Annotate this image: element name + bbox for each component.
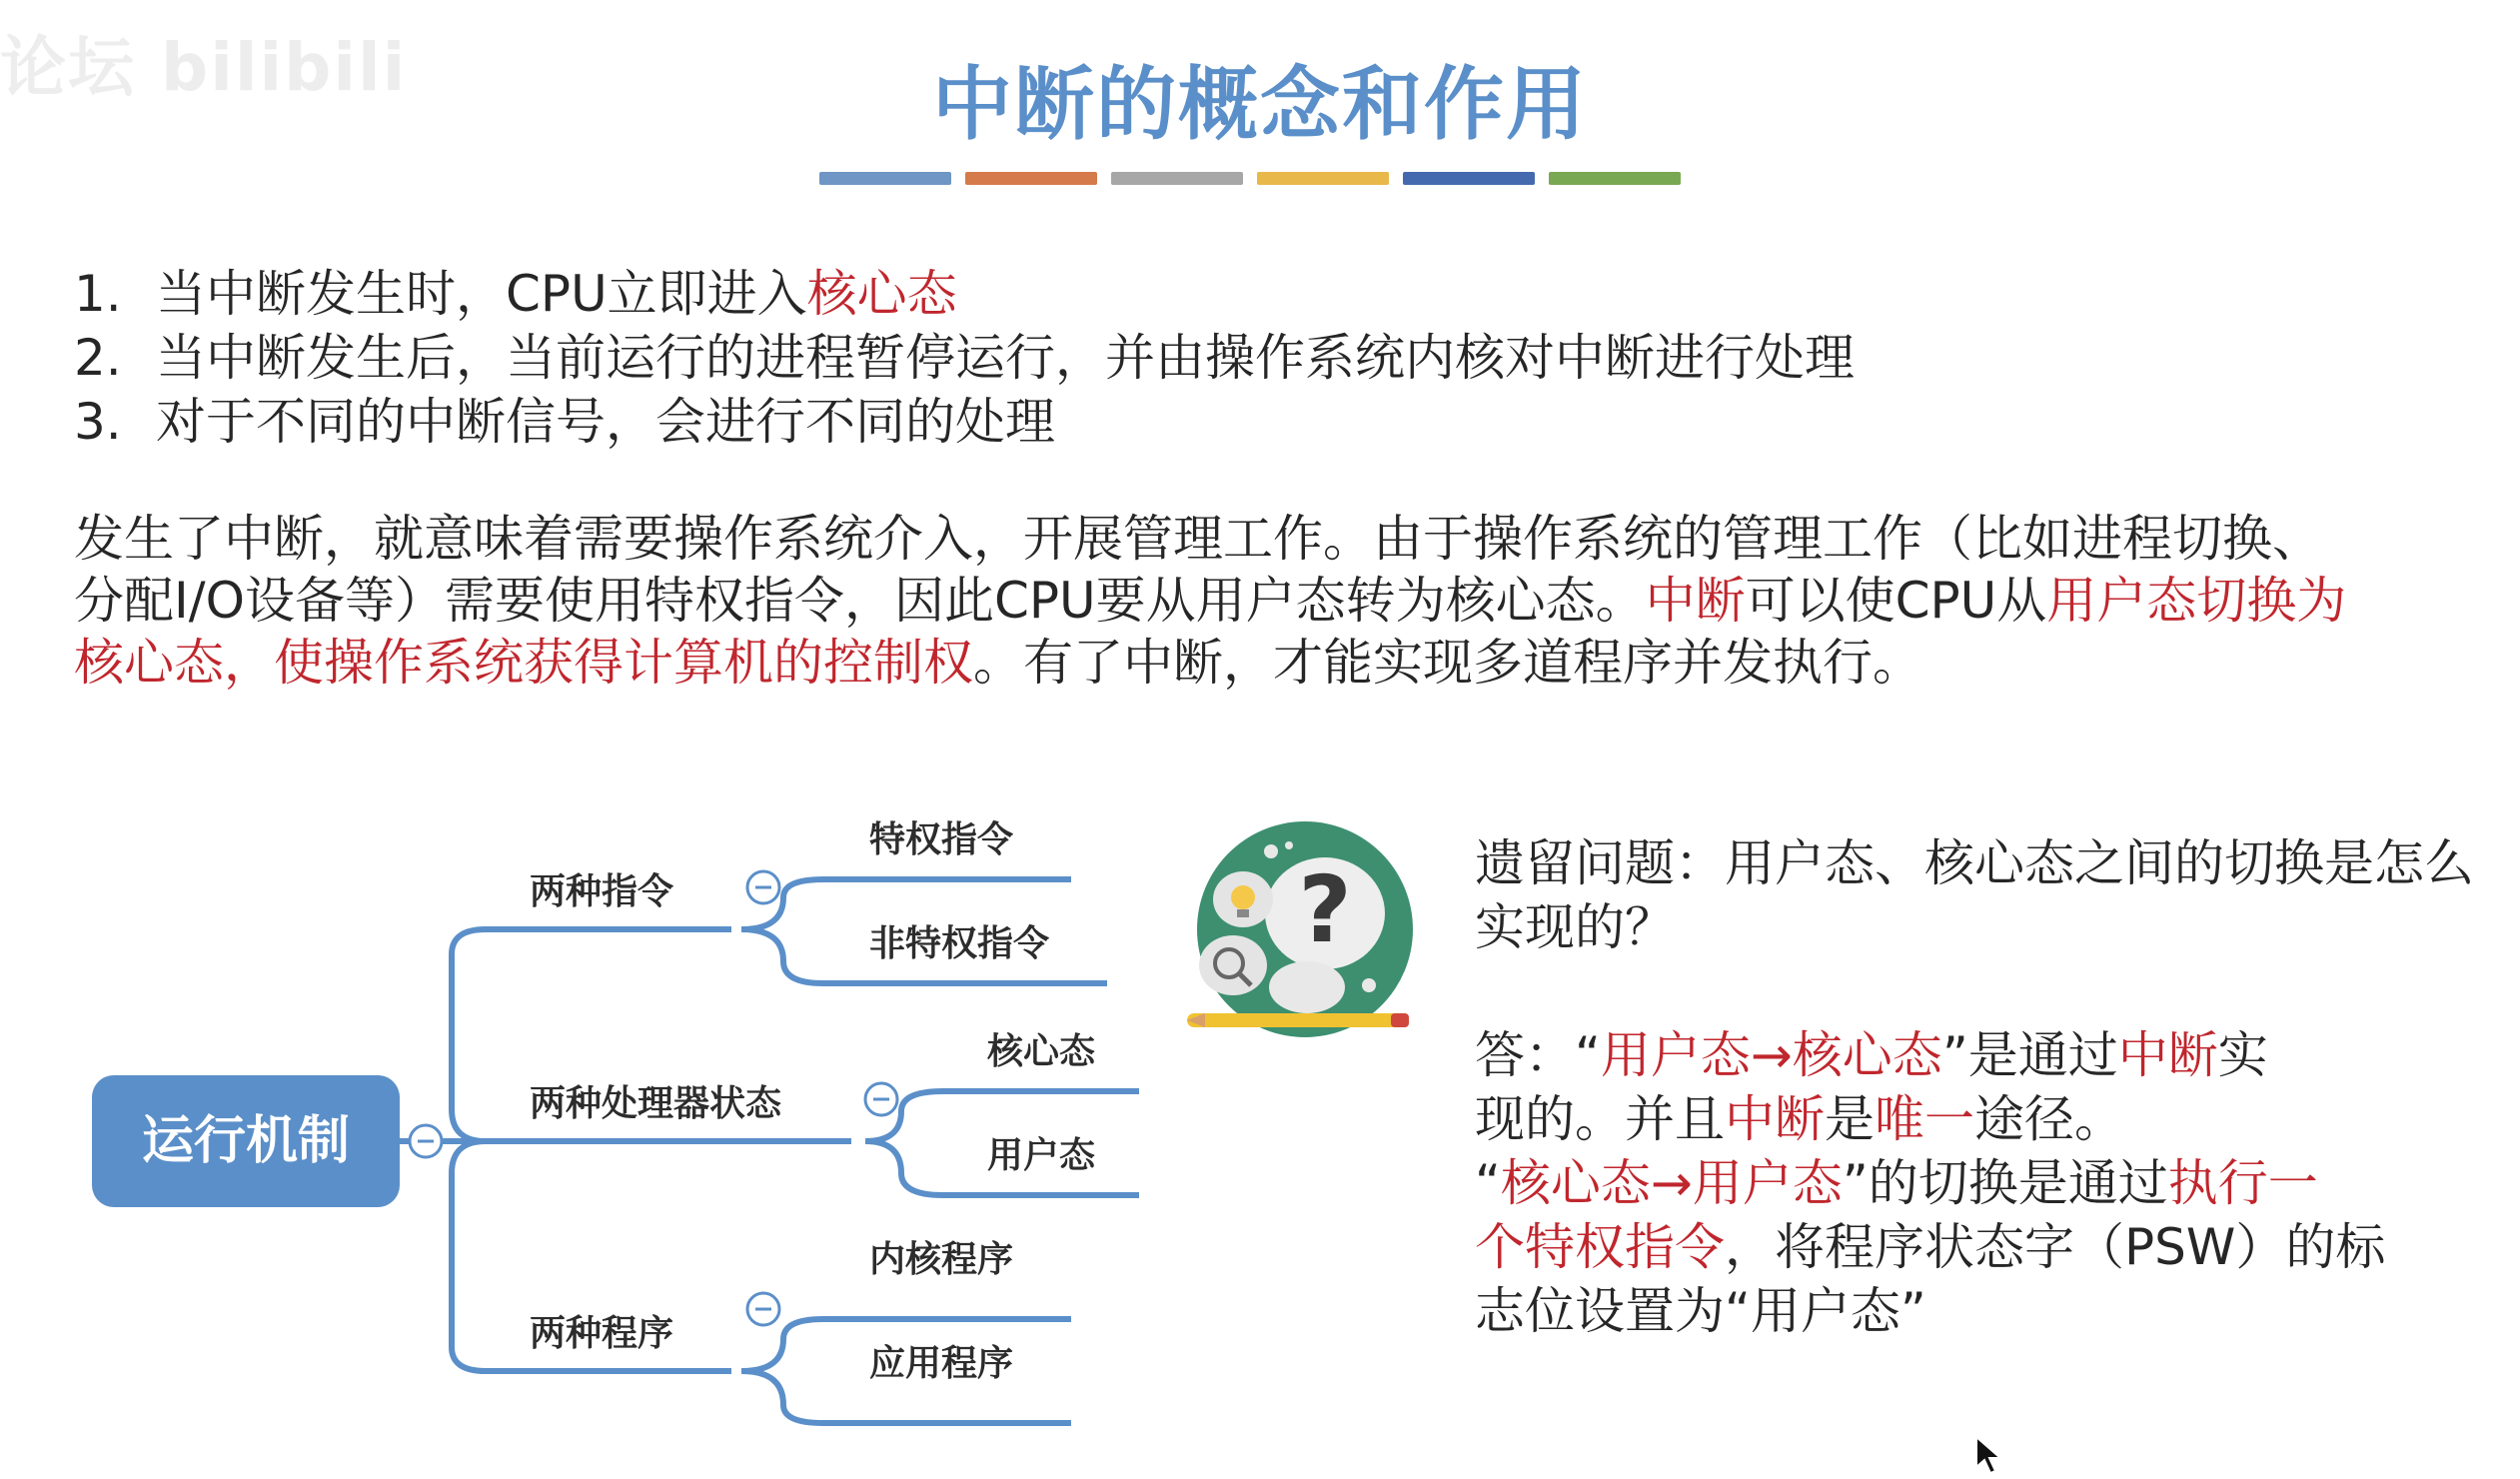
answer-text: 是 [1825,1090,1875,1148]
answer-highlight: 个特权指令 [1475,1218,1725,1276]
leaf-privileged-instruction[interactable]: 特权指令 [869,819,1014,860]
title-bar-5 [1403,172,1535,185]
mouse-cursor-icon [1974,1435,2004,1479]
leaf-kernel-mode[interactable]: 核心态 [987,1031,1096,1072]
point-text: 对于不同的中断信号，会进行不同的处理 [156,393,1055,451]
paragraph-line [74,508,2512,570]
paragraph-text: 可以使CPU从 [1745,572,2047,630]
mind-map [0,779,1179,1439]
point-number: 3. [74,393,122,451]
paragraph-text: 分配I/O设备等）需要使用特权指令，因此CPU要从用户态转为核心态。 [74,572,1646,630]
point-highlight: 核心态 [806,265,957,323]
title-bar-6 [1549,172,1681,185]
paragraph-highlight: 用户态切换为 [2046,572,2347,630]
branch-programs[interactable]: 两种程序 [530,1313,674,1354]
answer-text: 途径。 [1974,1090,2124,1148]
branch-processor-states[interactable]: 两种处理器状态 [530,1083,782,1124]
paragraph-line [74,632,2512,694]
answer-highlight: 中断 [1725,1090,1825,1148]
point-number: 1. [74,265,122,323]
point-number: 2. [74,329,122,387]
paragraph-text: 。有了中断，才能实现多道程序并发执行。 [973,634,1922,692]
mind-map-root[interactable]: 运行机制 [92,1075,400,1207]
answer-text: 答： [1475,1026,1575,1084]
answer-highlight: 中断 [2117,1026,2218,1084]
answer-line [1475,1087,2514,1151]
answer-text: “ [1475,1154,1501,1212]
point-1 [74,262,1855,326]
answer-line [1475,1023,2514,1087]
question-thinking-icon [1185,817,1425,1061]
answer-highlight: 执行一 [2167,1154,2318,1212]
paragraph-line [74,570,2512,632]
leaf-application-program[interactable]: 应用程序 [869,1343,1014,1384]
watermark: 论坛 bilibili [0,29,408,106]
answer-line [1475,1215,2514,1279]
answer-highlight: 用户态→核心态 [1600,1026,1942,1084]
leaf-non-privileged-instruction[interactable]: 非特权指令 [869,923,1050,964]
point-3 [74,390,1855,454]
answer-text: ”的切换是通过 [1842,1154,2168,1212]
point-text: 当中断发生后，当前运行的进程暂停运行，并由操作系统内核对中断进行处理 [156,329,1855,387]
answer-text: 现的。并且 [1475,1090,1725,1148]
explanation-paragraph [74,508,2512,694]
page-title: 中断的概念和作用 [932,58,1588,151]
answer-highlight: 核心态→用户态 [1500,1154,1843,1212]
points-list [74,262,1855,454]
answer-text: ，将程序状态字（PSW）的标 [1725,1218,2386,1276]
leaf-kernel-program[interactable]: 内核程序 [869,1239,1014,1280]
svg-text:?: ? [1298,856,1352,963]
answer-line [1475,1279,2514,1343]
paragraph-highlight: 中断 [1645,572,1746,630]
question-text: 遗留问题：用户态、核心态之间的切换是怎么实现的？ [1475,834,2474,956]
point-text: 当中断发生时，CPU立即进入 [156,265,807,323]
answer-line [1475,1151,2514,1215]
answer-text: 志位设置为“用户态” [1475,1282,1926,1340]
answer-text: ”是通过 [1941,1026,2118,1084]
title-bar-2 [965,172,1097,185]
title-bar-4 [1257,172,1389,185]
paragraph-text: 发生了中断，就意味着需要操作系统介入，开展管理工作。由于操作系统的管理工作（比如进程切换、 [74,510,2322,568]
answer-text: 实 [2217,1026,2268,1084]
branch-instructions[interactable]: 两种指令 [530,871,674,912]
title-bar-3 [1111,172,1243,185]
paragraph-highlight: 核心态，使操作系统获得计算机的控制权 [74,634,973,692]
spacer [1475,959,2514,1023]
title-bar-1 [819,172,951,185]
qa-panel [1475,831,2514,1343]
answer-text: “ [1575,1026,1601,1084]
point-2 [74,326,1855,390]
leaf-user-mode[interactable]: 用户态 [987,1135,1096,1176]
answer-highlight: 唯一 [1875,1090,1974,1148]
